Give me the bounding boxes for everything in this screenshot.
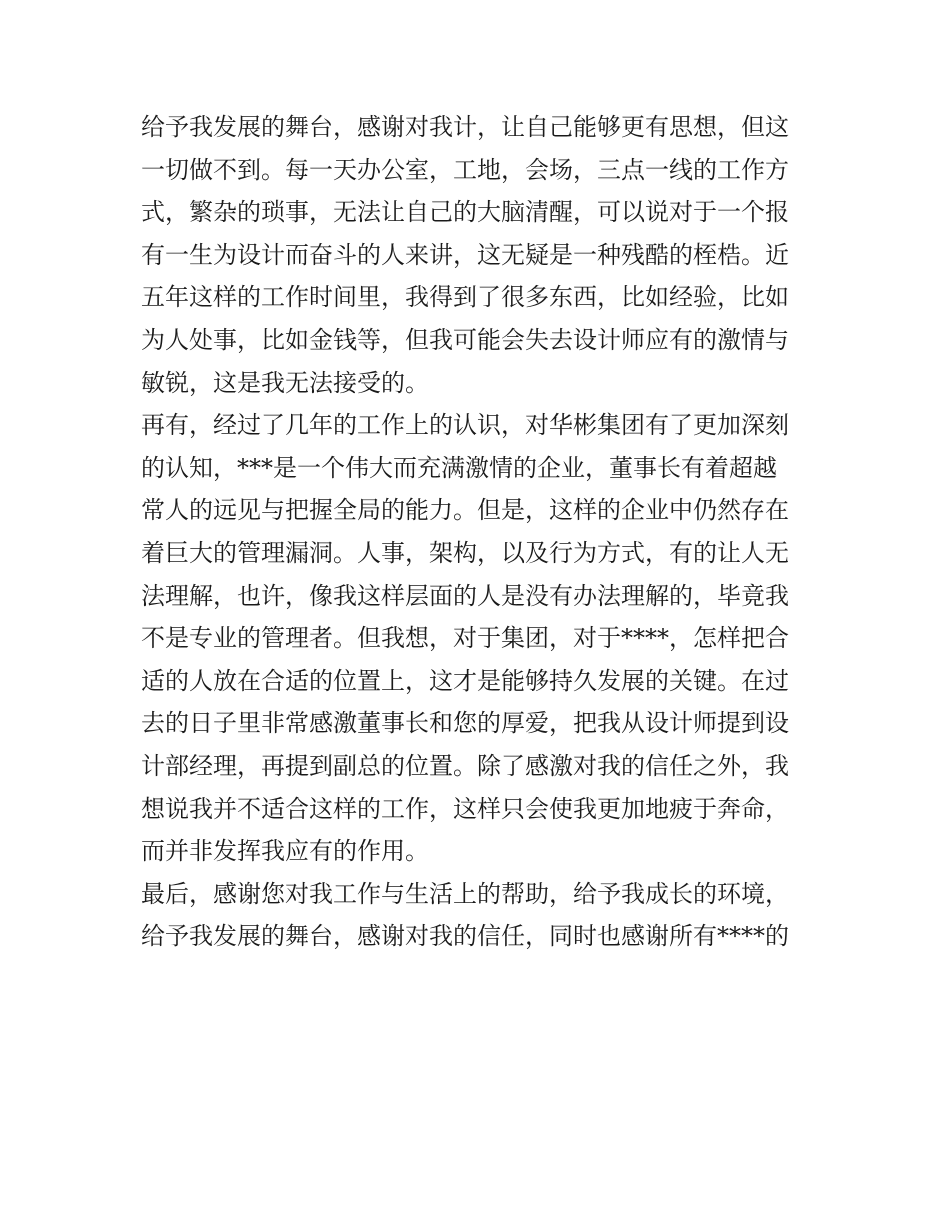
text-line: 而并非发挥我应有的作用。 <box>141 837 429 866</box>
document-body <box>141 106 821 958</box>
text-line: 为人处事，比如金钱等，但我可能会失去设计师应有的激情与 <box>141 325 789 354</box>
text-line: 一切做不到。每一天办公室，工地，会场，三点一线的工作方 <box>141 155 789 184</box>
text-line: 有一生为设计而奋斗的人来讲，这无疑是一种残酷的桎梏。近 <box>141 240 789 269</box>
text-line: 给予我发展的舞台，感谢对我的信任，同时也感谢所有****的 <box>141 922 789 951</box>
text-line: 式，繁杂的琐事，无法让自己的大脑清醒，可以说对于一个报 <box>141 198 789 227</box>
text-line: 法理解，也许，像我这样层面的人是没有办法理解的，毕竟我 <box>141 581 789 610</box>
text-line: 敏锐，这是我无法接受的。 <box>141 368 429 397</box>
text-line: 着巨大的管理漏洞。人事，架构，以及行为方式，有的让人无 <box>141 538 789 567</box>
text-line: 再有，经过了几年的工作上的认识，对华彬集团有了更加深刻 <box>141 411 789 440</box>
text-line: 想说我并不适合这样的工作，这样只会使我更加地疲于奔命， <box>141 794 789 823</box>
text-line: 不是专业的管理者。但我想，对于集团，对于****，怎样把合 <box>141 624 789 653</box>
text-line: 常人的远见与把握全局的能力。但是，这样的企业中仍然存在 <box>141 496 789 525</box>
text-line: 适的人放在合适的位置上，这才是能够持久发展的关键。在过 <box>141 666 789 695</box>
text-line: 的认知，***是一个伟大而充满激情的企业，董事长有着超越 <box>141 453 777 482</box>
text-line: 去的日子里非常感激董事长和您的厚爱，把我从设计师提到设 <box>141 709 789 738</box>
text-line: 计部经理，再提到副总的位置。除了感激对我的信任之外，我 <box>141 751 789 780</box>
text-line: 最后，感谢您对我工作与生活上的帮助，给予我成长的环境， <box>141 879 789 908</box>
text-line: 五年这样的工作时间里，我得到了很多东西，比如经验，比如 <box>141 283 789 312</box>
text-line: 给予我发展的舞台，感谢对我计，让自己能够更有思想，但这 <box>141 113 789 141</box>
